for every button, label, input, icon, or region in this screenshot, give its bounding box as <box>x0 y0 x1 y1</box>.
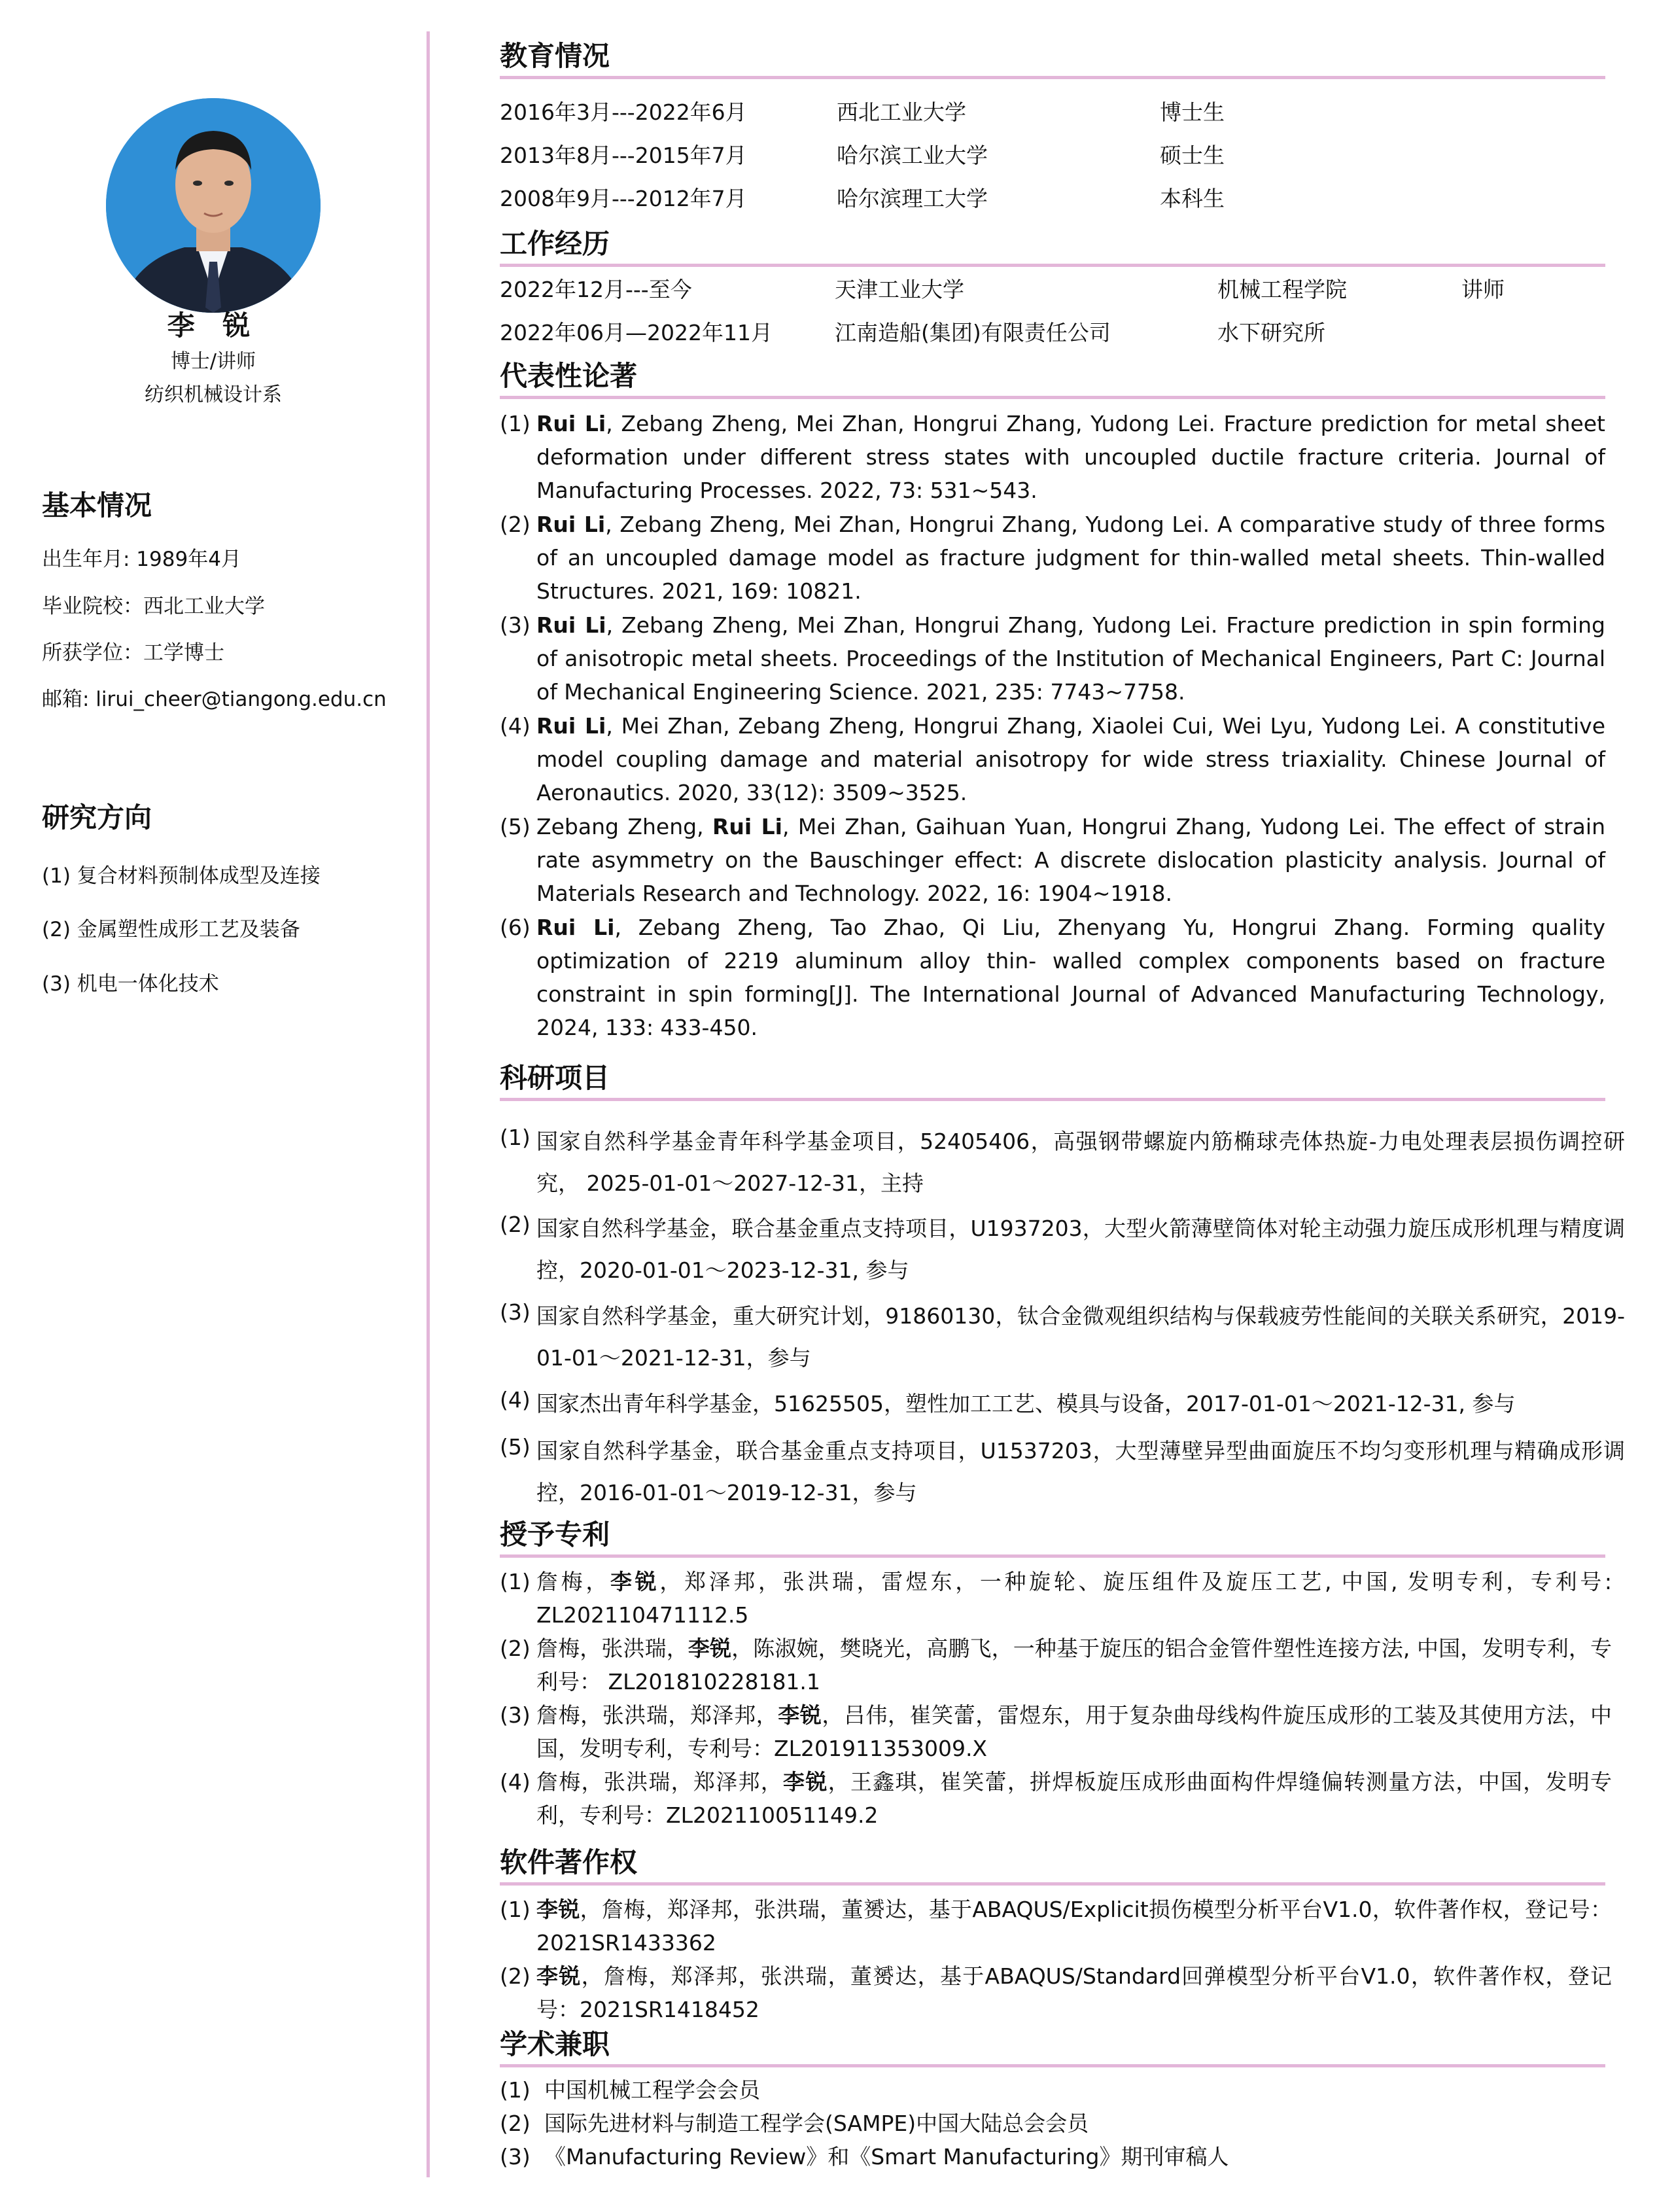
section-heading: 科研项目 <box>500 1062 610 1094</box>
item-number: (4) <box>500 713 531 739</box>
item-number: (1) <box>500 1569 531 1594</box>
item-number: (4) <box>500 1387 531 1413</box>
section-heading: 工作经历 <box>500 228 610 260</box>
project-item: (4) 国家杰出青年科学基金，51625505，塑性加工工艺、模具与设备，2017-01-01～2021-12-31, 参与 <box>500 1383 1625 1425</box>
section-heading: 教育情况 <box>500 40 610 72</box>
software-item: (1) 李锐，詹梅，郑泽邦，张洪瑞，董赟达，基于ABAQUS/Explicit损伤模型分析平台V1.0，软件著作权，登记号：2021SR1433362 <box>500 1893 1612 1959</box>
item-number: (3) <box>500 2144 531 2169</box>
section-divider <box>500 1882 1605 1886</box>
item-number: (3) <box>500 1299 531 1325</box>
section-heading: 学术兼职 <box>500 2028 610 2060</box>
item-number: (1) <box>500 411 531 436</box>
education-period: 2008年9月---2012年7月 <box>500 186 747 211</box>
paper-item: (2) Rui Li, Zebang Zheng, Mei Zhan, Hongrui Zhang, Yudong Lei. A comparative study of three forms of an uncoupled damage model as fracture judgment for thin-walled metal sheets. Thin-walled Structures. 2021, 169: 10821. <box>500 508 1605 608</box>
paper-item: (1) Rui Li, Zebang Zheng, Mei Zhan, Hongrui Zhang, Yudong Lei. Fracture prediction for metal sheet deformation under different stress states with uncoupled ductile fracture criteria. Journal of Manufacturing Processes. 2022, 73: 531~543. <box>500 407 1605 507</box>
patent-item: (3) 詹梅，张洪瑞，郑泽邦，李锐，吕伟，崔笑蕾，雷煜东，用于复杂曲母线构件旋压成形的工装及其使用方法，中国，发明专利，专利号：ZL201911353009.X <box>500 1698 1612 1765</box>
software-item: (2) 李锐，詹梅，郑泽邦，张洪瑞，董赟达，基于ABAQUS/Standard回弹模型分析平台V1.0，软件著作权，登记号：2021SR1418452 <box>500 1959 1612 2026</box>
work-period: 2022年06月—2022年11月 <box>500 320 773 345</box>
academic-degree: 所获学位：工学博士 <box>42 641 224 665</box>
basic-info-heading: 基本情况 <box>42 489 152 521</box>
work-period: 2022年12月---至今 <box>500 277 692 302</box>
item-number: (3) <box>500 612 531 638</box>
section-divider <box>500 264 1605 267</box>
section-divider <box>500 1098 1605 1101</box>
person-title: 博士/讲师 <box>170 350 256 373</box>
section-heading: 授予专利 <box>500 1519 610 1551</box>
graduate-school: 毕业院校：西北工业大学 <box>42 595 265 618</box>
section-divider <box>500 2064 1605 2067</box>
project-item: (3) 国家自然科学基金，重大研究计划，91860130，钛合金微观组织结构与保载疲劳性能间的关联关系研究，2019-01-01～2021-12-31，参与 <box>500 1295 1625 1379</box>
section-divider <box>500 1554 1605 1558</box>
academic-text: 国际先进材料与制造工程学会(SAMPE)中国大陆总会会员 <box>544 2111 1089 2136</box>
section-heading: 软件著作权 <box>500 1846 638 1878</box>
education-period: 2013年8月---2015年7月 <box>500 143 747 168</box>
paper-item: (4) Rui Li, Mei Zhan, Zebang Zheng, Hongrui Zhang, Xiaolei Cui, Wei Lyu, Yudong Lei. A constitutive model coupling damage and material anisotropy for wide stress triaxiality. Chinese Journal of Aeronautics. 2020, 33(12): 3509~3525. <box>500 709 1605 809</box>
section-divider <box>500 76 1605 79</box>
item-number: (3) <box>500 1702 531 1728</box>
project-item: (2) 国家自然科学基金，联合基金重点支持项目，U1937203，大型火箭薄壁筒体对轮主动强力旋压成形机理与精度调控，2020-01-01～2023-12-31, 参与 <box>500 1208 1625 1291</box>
work-role: 讲师 <box>1461 277 1505 302</box>
item-number: (1) <box>500 1125 531 1150</box>
academic-text: 中国机械工程学会会员 <box>544 2077 760 2103</box>
academic-text: 《Manufacturing Review》和《Smart Manufacturing》期刊审稿人 <box>544 2144 1229 2169</box>
research-heading: 研究方向 <box>42 801 152 834</box>
research-item: (1) 复合材料预制体成型及连接 <box>42 864 321 888</box>
project-item: (5) 国家自然科学基金，联合基金重点支持项目，U1537203，大型薄壁异型曲面旋压不均匀变形机理与精确成形调控，2016-01-01～2019-12-31，参与 <box>500 1430 1625 1514</box>
section-divider <box>500 396 1605 399</box>
paper-item: (3) Rui Li, Zebang Zheng, Mei Zhan, Hongrui Zhang, Yudong Lei. Fracture prediction in spin forming of anisotropic metal sheets. Proceedings of the Institution of Mechanical Engineers, Part C: Journal of Mechanical Engineering Science. 2021, 235: 7743~7758. <box>500 608 1605 709</box>
item-number: (1) <box>500 1897 531 1922</box>
work-department: 机械工程学院 <box>1217 277 1347 302</box>
item-number: (5) <box>500 1434 531 1460</box>
paper-item: (6) Rui Li, Zebang Zheng, Tao Zhao, Qi Liu, Zhenyang Yu, Hongrui Zhang. Forming quality optimization of 2219 aluminum alloy thin- walled complex components based on fracture constraint in spin forming[J]. The International Journal of Advanced Manufacturing Technology, 2024, 133: 433-450. <box>500 911 1605 1044</box>
work-department: 水下研究所 <box>1217 320 1325 345</box>
work-organization: 江南造船(集团)有限责任公司 <box>835 320 1111 345</box>
education-school: 西北工业大学 <box>837 99 966 125</box>
patent-item: (2) 詹梅，张洪瑞，李锐，陈淑婉，樊晓光，高鹏飞，一种基于旋压的铝合金管件塑性连接方法, 中国，发明专利，专利号： ZL201810228181.1 <box>500 1632 1612 1698</box>
person-name: 李 锐 <box>167 309 260 342</box>
item-number: (1) <box>500 2077 531 2103</box>
person-department: 纺织机械设计系 <box>145 383 282 406</box>
item-number: (2) <box>500 2111 531 2136</box>
education-degree: 硕士生 <box>1160 143 1225 168</box>
item-number: (2) <box>500 1636 531 1661</box>
education-degree: 博士生 <box>1160 99 1225 125</box>
patent-item: (1) 詹梅，李锐，郑泽邦，张洪瑞，雷煜东，一种旋轮、旋压组件及旋压工艺, 中国, 发明专利，专利号: ZL202110471112.5 <box>500 1565 1612 1632</box>
education-school: 哈尔滨工业大学 <box>837 143 988 168</box>
item-number: (5) <box>500 814 531 839</box>
education-period: 2016年3月---2022年6月 <box>500 99 747 125</box>
item-number: (6) <box>500 915 531 940</box>
paper-item: (5) Zebang Zheng, Rui Li, Mei Zhan, Gaihuan Yuan, Hongrui Zhang, Yudong Lei. The effect of strain rate asymmetry on the Bauschinger effect: A discrete dislocation plasticity analysis. Journal of Materials Research and Technology. 2022, 16: 1904~1918. <box>500 810 1605 910</box>
patent-item: (4) 詹梅，张洪瑞，郑泽邦，李锐，王鑫琪，崔笑蕾，拼焊板旋压成形曲面构件焊缝偏转测量方法，中国，发明专利，专利号：ZL202110051149.2 <box>500 1765 1612 1832</box>
column-divider <box>427 31 430 2177</box>
item-number: (4) <box>500 1769 531 1795</box>
email: 邮箱: lirui_cheer@tiangong.edu.cn <box>42 688 387 711</box>
project-item: (1) 国家自然科学基金青年科学基金项目，52405406，高强钢带螺旋内筋椭球壳体热旋-力电处理表层损伤调控研究， 2025-01-01～2027-12-31，主持 <box>500 1121 1625 1204</box>
profile-photo <box>106 98 321 313</box>
item-number: (2) <box>500 1212 531 1237</box>
item-number: (2) <box>500 1963 531 1989</box>
item-number: (2) <box>500 512 531 537</box>
research-item: (2) 金属塑性成形工艺及装备 <box>42 918 300 941</box>
section-heading: 代表性论著 <box>500 360 638 392</box>
work-organization: 天津工业大学 <box>835 277 964 302</box>
research-item: (3) 机电一体化技术 <box>42 972 219 996</box>
birth-date: 出生年月: 1989年4月 <box>42 548 241 571</box>
education-degree: 本科生 <box>1160 186 1225 211</box>
education-school: 哈尔滨理工大学 <box>837 186 988 211</box>
